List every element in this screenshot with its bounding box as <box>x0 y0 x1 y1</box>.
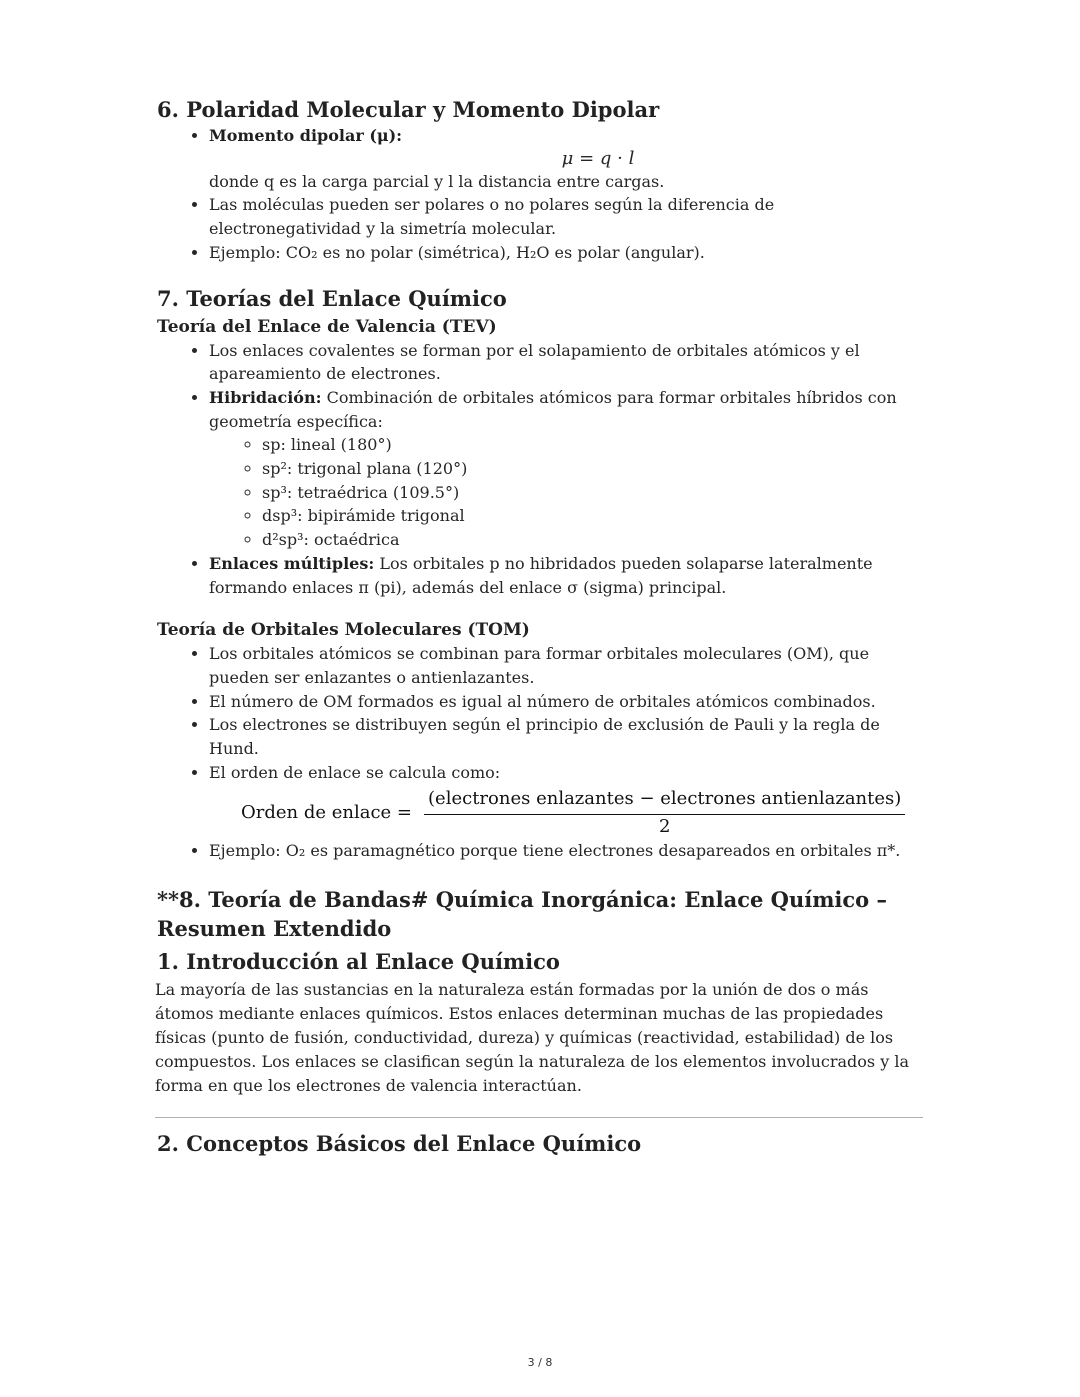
list-item: • Los enlaces covalentes se forman por el solapamiento de orbitales atómicos y el apareamiento de electrones. <box>209 339 927 386</box>
hibridacion-label: Hibridación: <box>209 387 322 407</box>
section-7-title: 7. Teorías del Enlace Químico <box>157 285 507 311</box>
tom-list <box>157 642 927 863</box>
bond-order-formula <box>241 786 927 839</box>
section-8-title: **8. Teoría de Bandas# Química Inorgánica: Enlace Químico – Resumen Extendido <box>157 887 887 942</box>
list-item: ◦ d²sp³: octaédrica <box>262 528 927 552</box>
list-item <box>209 552 927 599</box>
hibridacion-text: Combinación de orbitales atómicos para formar orbitales híbridos con geometría específica: <box>209 387 897 431</box>
tev-list <box>157 339 927 600</box>
bond-order-intro: El orden de enlace se calcula como: <box>209 762 501 782</box>
enlaces-multiples-label: Enlaces múltiples: <box>209 553 375 573</box>
list-item: • El número de OM formados es igual al número de orbitales atómicos combinados. <box>209 690 927 714</box>
list-item: ◦ sp: lineal (180°) <box>262 433 927 457</box>
fraction-numerator: (electrones enlazantes − electrones antienlazantes) <box>424 786 905 815</box>
hybridization-list <box>209 433 927 552</box>
bond-order-fraction <box>424 786 905 839</box>
section-1-title: 1. Introducción al Enlace Químico <box>157 949 560 975</box>
dipole-where-text: donde q es la carga parcial y l la distancia entre cargas. <box>209 171 665 191</box>
page-content <box>157 92 927 1158</box>
list-item: • Los orbitales atómicos se combinan para formar orbitales moleculares (OM), que pueden ser enlazantes o antienlazantes. <box>209 642 927 689</box>
list-item: ◦ sp²: trigonal plana (120°) <box>262 457 927 481</box>
section-6-title: 6. Polaridad Molecular y Momento Dipolar <box>157 97 660 122</box>
list-item <box>209 386 927 552</box>
tom-title: Teoría de Orbitales Moleculares (TOM) <box>157 620 530 641</box>
list-item: ◦ dsp³: bipirámide trigonal <box>262 504 927 528</box>
list-item: • Las moléculas pueden ser polares o no polares según la diferencia de electronegatividad y la simetría molecular. <box>209 193 927 240</box>
dipole-formula: μ = q · l <box>561 147 635 169</box>
section-divider <box>155 1117 923 1118</box>
section-2-title: 2. Conceptos Básicos del Enlace Químico <box>157 1131 642 1157</box>
list-item: ◦ sp³: tetraédrica (109.5°) <box>262 481 927 505</box>
list-item <box>209 761 927 840</box>
bond-order-lhs: Orden de enlace = <box>241 802 413 824</box>
page-number: 3 / 8 <box>527 1356 553 1369</box>
section-6-list <box>157 124 927 265</box>
list-item: • Los electrones se distribuyen según el principio de exclusión de Pauli y la regla de Hund. <box>209 713 927 760</box>
intro-paragraph: La mayoría de las sustancias en la naturaleza están formadas por la unión de dos o más átomos mediante enlaces químicos. Estos enlaces determinan muchas de las propiedades físicas (punto de fusión, conductividad, dureza) y químicas (reactividad, estabilidad) de los compuestos. Los enlaces se clasifican según la naturaleza de los elementos involucrados y la forma en que los electrones de valencia interactúan. <box>155 980 910 1096</box>
dipole-label: Momento dipolar (μ): <box>209 126 403 145</box>
fraction-denominator: 2 <box>658 816 671 838</box>
enlaces-multiples-text: Los orbitales p no hibridados pueden solaparse lateralmente formando enlaces π (pi), además del enlace σ (sigma) principal. <box>209 553 873 597</box>
list-item: • Ejemplo: O₂ es paramagnético porque tiene electrones desapareados en orbitales π*. <box>209 839 927 863</box>
list-item: • Ejemplo: CO₂ es no polar (simétrica), H₂O es polar (angular). <box>209 241 927 265</box>
list-item <box>209 124 927 193</box>
tev-title: Teoría del Enlace de Valencia (TEV) <box>157 316 497 337</box>
